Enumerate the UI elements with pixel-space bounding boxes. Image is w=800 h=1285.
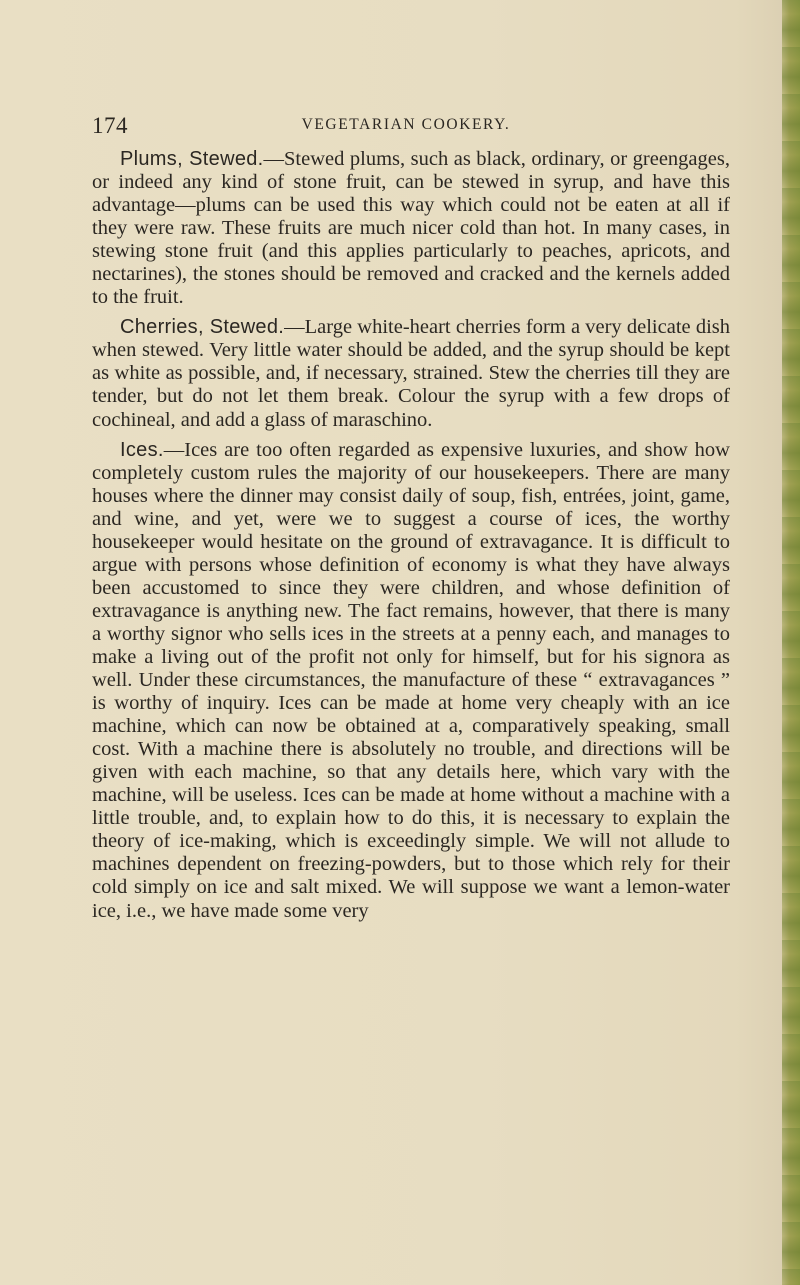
running-head: VEGETARIAN COOKERY.: [301, 116, 511, 133]
page-body: [92, 148, 730, 930]
page-header: [92, 113, 720, 137]
paragraph-text-cherries: —Large white-heart cherries form a very delicate dish when stewed. Very little water should be added, and the syrup should be kept as white as possible, and, if necessary, strained. Stew the cherries till they are tender, but do not let them break. Colour the syrup with a few drops of cochineal, and add a glass of maraschino.: [92, 316, 730, 431]
paragraph-ices: [92, 439, 730, 923]
paragraph-text-ices: —Ices are too often regarded as expensive luxuries, and show how completely custom rules the majority of our housekeepers. There are many houses where the dinner may consist daily of soup, fish, entrées, joint, game, and wine, and yet, were we to suggest a course of ices, the worthy housekeeper would hesitate on the ground of extravagance. It is difficult to argue with persons whose definition of economy is what they have always been accustomed to since they were children, and whose definition of extravagance is anything new. The fact remains, however, that there is many a worthy signor who sells ices in the streets at a penny each, and manages to make a living out of the profit not only for himself, but for his signora as well. Under these circumstances, the manufacture of these “ extravagances ” is worthy of inquiry. Ices can be made at home very cheaply with an ice machine, which can now be obtained at a, comparatively speaking, small cost. With a machine there is absolutely no trouble, and directions will be given with each machine, so that any details here, which vary with the machine, will be useless. Ices can be made at home without a machine with a little trouble, and, to explain how to do this, it is necessary to explain the theory of ice-making, which is exceedingly simple. We will not allude to machines dependent on freezing-powders, but to those which rely for their cold simply on ice and salt mixed. We will suppose we want a lemon-water ice, i.e., we have made some very: [92, 438, 730, 922]
paragraph-plums: [92, 148, 730, 309]
section-heading-ices: Ices.: [120, 438, 164, 461]
section-heading-cherries: Cherries, Stewed.: [120, 316, 285, 339]
page-number: 174: [92, 113, 128, 138]
page-edge: [782, 0, 800, 1285]
paragraph-text-plums: —Stewed plums, such as black, ordinary, or greengages, or indeed any kind of stone fruit, can be stewed in syrup, and have this advantage—plums can be used this way which could not be eaten at all if they were raw. These fruits are much nicer cold than hot. In many cases, in stewing stone fruit (and this applies particularly to peaches, apricots, and nectarines), the stones should be removed and cracked and the kernels added to the fruit.: [92, 148, 730, 309]
paragraph-cherries: [92, 316, 730, 431]
section-heading-plums: Plums, Stewed.: [120, 148, 264, 170]
